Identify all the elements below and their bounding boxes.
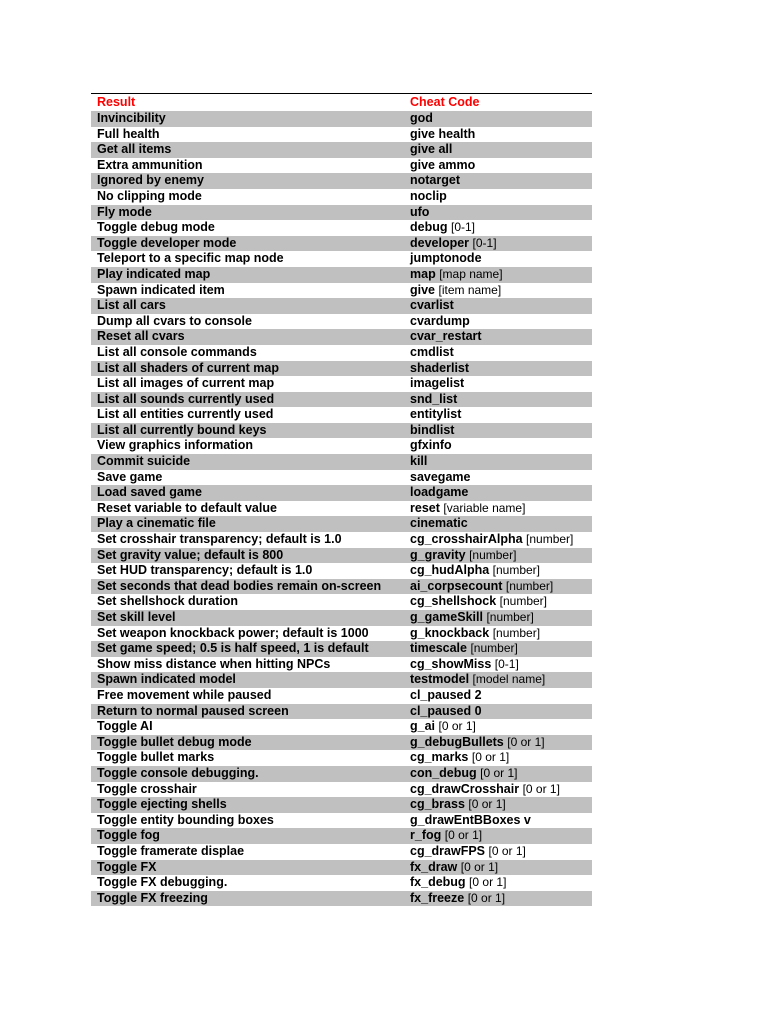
command-text: g_drawEntBBoxes v — [410, 812, 531, 827]
command-text: cg_crosshairAlpha — [410, 532, 523, 547]
command-text: kill — [410, 454, 428, 469]
cheat-code-cell — [404, 891, 592, 907]
table-row — [91, 298, 592, 314]
command-text: g_ai — [410, 719, 436, 734]
command-text: cg_drawFPS — [410, 843, 486, 858]
table-row — [91, 657, 592, 673]
argument-text: [0-1] — [472, 235, 497, 250]
cheat-code-cell — [404, 220, 592, 236]
table-row — [91, 251, 592, 267]
cheat-code-cell — [404, 361, 592, 377]
table-row — [91, 719, 592, 735]
result-cell: Set shellshock duration — [97, 594, 239, 609]
command-text: cvarlist — [410, 298, 454, 313]
cheat-code-cell — [404, 688, 592, 704]
result-cell: Dump all cvars to console — [97, 313, 252, 328]
command-text: cl_paused 0 — [410, 703, 482, 718]
result-cell: Play indicated map — [97, 266, 211, 281]
result-cell: Teleport to a specific map node — [97, 251, 284, 266]
table-body — [91, 111, 592, 906]
cheat-code-cell — [404, 704, 592, 720]
result-cell: Toggle AI — [97, 719, 153, 734]
result-cell: List all sounds currently used — [97, 391, 275, 406]
result-cell: Commit suicide — [97, 454, 191, 469]
table-row — [91, 797, 592, 813]
table-row — [91, 142, 592, 158]
cheat-code-cell — [404, 485, 592, 501]
result-cell: List all images of current map — [97, 376, 275, 391]
result-cell: Toggle debug mode — [97, 220, 215, 235]
argument-text: [number] — [469, 547, 517, 562]
cheat-code-cell — [404, 345, 592, 361]
cheat-code-cell — [404, 719, 592, 735]
cheat-code-cell — [404, 501, 592, 517]
result-cell: Toggle FX freezing — [97, 890, 208, 905]
cheat-code-cell — [404, 610, 592, 626]
cheat-code-cell — [404, 314, 592, 330]
table-row — [91, 704, 592, 720]
result-cell: Spawn indicated item — [97, 282, 225, 297]
command-text: give ammo — [410, 157, 476, 172]
cheat-code-table — [91, 93, 592, 906]
result-cell: Toggle framerate displae — [97, 843, 245, 858]
table-row — [91, 345, 592, 361]
result-cell: Play a cinematic file — [97, 516, 216, 531]
table-row — [91, 454, 592, 470]
table-row — [91, 158, 592, 174]
table-row — [91, 361, 592, 377]
cheat-code-cell — [404, 860, 592, 876]
argument-text: [map name] — [439, 266, 503, 281]
table-row — [91, 392, 592, 408]
result-cell: List all cars — [97, 298, 166, 313]
argument-text: [0 or 1] — [471, 750, 510, 765]
cheat-code-cell — [404, 267, 592, 283]
table-row — [91, 532, 592, 548]
result-cell: Full health — [97, 126, 160, 141]
table-row — [91, 735, 592, 751]
result-cell: Free movement while paused — [97, 687, 272, 702]
command-text: give — [410, 282, 436, 297]
cheat-code-cell — [404, 563, 592, 579]
result-cell: Toggle FX — [97, 859, 157, 874]
result-cell: Extra ammunition — [97, 157, 203, 172]
result-cell: Toggle developer mode — [97, 235, 237, 250]
result-cell: List all entities currently used — [97, 407, 274, 422]
table-header-row — [91, 94, 592, 112]
command-text: reset — [410, 500, 440, 515]
command-text: cvar_restart — [410, 329, 482, 344]
table-row — [91, 672, 592, 688]
table-row — [91, 470, 592, 486]
table-row — [91, 766, 592, 782]
cheat-code-cell — [404, 407, 592, 423]
table-row — [91, 579, 592, 595]
argument-text: [number] — [492, 563, 541, 578]
command-text: cl_paused 2 — [410, 687, 482, 702]
table-row — [91, 688, 592, 704]
command-text: g_knockback — [410, 625, 490, 640]
cheat-code-cell — [404, 579, 592, 595]
result-cell: Show miss distance when hitting NPCs — [97, 656, 331, 671]
result-cell: Toggle ejecting shells — [97, 797, 227, 812]
argument-text: [0-1] — [450, 220, 475, 235]
argument-text: [0 or 1] — [469, 875, 507, 890]
result-cell: Set skill level — [97, 610, 176, 624]
table-row — [91, 782, 592, 798]
cheat-code-cell — [404, 548, 592, 564]
cheat-code-cell — [404, 142, 592, 158]
command-text: god — [410, 111, 433, 125]
cheat-code-cell — [404, 205, 592, 221]
argument-text: [0 or 1] — [444, 828, 483, 843]
cheat-code-cell — [404, 641, 592, 657]
command-text: con_debug — [410, 765, 477, 780]
table-row — [91, 485, 592, 501]
result-cell: Toggle fog — [97, 828, 160, 843]
cheat-code-cell — [404, 189, 592, 205]
command-text: fx_draw — [410, 859, 458, 874]
cheat-code-cell — [404, 376, 592, 392]
result-cell: Toggle bullet debug mode — [97, 734, 252, 749]
cheat-code-cell — [404, 516, 592, 532]
argument-text: [number] — [526, 532, 574, 547]
table-row — [91, 875, 592, 891]
cheat-code-cell — [404, 672, 592, 688]
table-row — [91, 189, 592, 205]
argument-text: [0 or 1] — [460, 859, 499, 874]
result-cell: Set crosshair transparency; default is 1.0 — [97, 532, 342, 547]
table-row — [91, 750, 592, 766]
argument-text: [variable name] — [443, 500, 526, 515]
table-row — [91, 563, 592, 579]
command-text: cg_brass — [410, 797, 465, 812]
command-text: cg_shellshock — [410, 594, 497, 609]
argument-text: [number] — [470, 641, 518, 656]
command-text: cg_marks — [410, 750, 469, 765]
argument-text: [0 or 1] — [467, 890, 506, 905]
result-cell: Return to normal paused screen — [97, 703, 289, 718]
cheat-code-cell — [404, 111, 592, 127]
command-text: developer — [410, 235, 470, 250]
command-text: shaderlist — [410, 360, 470, 375]
table-row — [91, 314, 592, 330]
command-text: r_fog — [410, 828, 442, 843]
result-cell: Load saved game — [97, 485, 202, 500]
result-cell: Toggle console debugging. — [97, 765, 259, 780]
table-row — [91, 407, 592, 423]
cheat-code-cell — [404, 813, 592, 829]
table-row — [91, 376, 592, 392]
table-row — [91, 438, 592, 454]
argument-text: [0 or 1] — [488, 843, 526, 858]
table-row — [91, 173, 592, 189]
cheat-code-cell — [404, 423, 592, 439]
cheat-code-cell — [404, 782, 592, 798]
command-text: savegame — [410, 469, 471, 484]
command-text: give health — [410, 126, 476, 141]
table-row — [91, 891, 592, 907]
cheat-code-cell — [404, 875, 592, 891]
result-cell: Set HUD transparency; default is 1.0 — [97, 563, 313, 578]
table-row — [91, 220, 592, 236]
command-text: debug — [410, 220, 448, 235]
result-cell: List all shaders of current map — [97, 360, 279, 375]
result-cell: Set weapon knockback power; default is 1000 — [97, 625, 369, 640]
command-text: cinematic — [410, 516, 468, 531]
table-row — [91, 516, 592, 532]
result-cell: Fly mode — [97, 204, 152, 219]
cheat-code-cell — [404, 173, 592, 189]
table-row — [91, 594, 592, 610]
cheat-code-cell — [404, 251, 592, 267]
cheat-code-cell — [404, 626, 592, 642]
cheat-code-cell — [404, 828, 592, 844]
command-text: g_gravity — [410, 547, 466, 562]
cheat-code-cell — [404, 392, 592, 408]
result-cell: Save game — [97, 469, 163, 484]
result-cell: List all console commands — [97, 344, 257, 359]
result-cell: View graphics information — [97, 438, 254, 453]
argument-text: [number] — [492, 625, 541, 640]
argument-text: [0 or 1] — [480, 765, 518, 780]
table-row — [91, 329, 592, 345]
table-row — [91, 860, 592, 876]
argument-text: [number] — [505, 578, 554, 593]
cheat-code-cell — [404, 594, 592, 610]
result-cell: Set game speed; 0.5 is half speed, 1 is default — [97, 641, 369, 656]
command-text: fx_freeze — [410, 890, 465, 905]
command-text: jumptonode — [410, 251, 482, 266]
argument-text: [0 or 1] — [507, 734, 545, 749]
cheat-code-cell — [404, 750, 592, 766]
table-row — [91, 205, 592, 221]
result-cell: Reset all cvars — [97, 329, 185, 344]
result-column-header: Result — [97, 95, 136, 109]
argument-text: [0 or 1] — [522, 781, 560, 796]
command-text: cg_showMiss — [410, 656, 492, 671]
table-row — [91, 828, 592, 844]
cheat-code-cell — [404, 236, 592, 252]
cheat-code-cell — [404, 735, 592, 751]
cheat-code-cell — [404, 797, 592, 813]
cheat-code-cell — [404, 532, 592, 548]
command-text: gfxinfo — [410, 438, 452, 453]
table-row — [91, 111, 592, 127]
result-cell: Toggle bullet marks — [97, 750, 215, 765]
argument-text: [model name] — [472, 672, 546, 687]
result-cell: Toggle FX debugging. — [97, 875, 228, 890]
command-text: fx_debug — [410, 875, 466, 890]
result-cell: Invincibility — [97, 111, 166, 125]
argument-text: [0 or 1] — [438, 719, 476, 734]
result-cell: Toggle entity bounding boxes — [97, 812, 274, 827]
command-text: give all — [410, 142, 453, 157]
table-row — [91, 641, 592, 657]
cheat-code-column-header: Cheat Code — [410, 95, 480, 109]
result-cell: Spawn indicated model — [97, 672, 236, 687]
result-cell: Set seconds that dead bodies remain on-screen — [97, 578, 382, 593]
command-text: map — [410, 266, 436, 281]
command-text: testmodel — [410, 672, 470, 687]
result-cell: No clipping mode — [97, 188, 202, 203]
command-text: imagelist — [410, 376, 465, 391]
cheat-code-cell — [404, 283, 592, 299]
result-cell: Set gravity value; default is 800 — [97, 547, 284, 562]
cheat-code-cell — [404, 329, 592, 345]
argument-text: [number] — [499, 594, 547, 609]
cheat-code-cell — [404, 127, 592, 143]
result-cell: Get all items — [97, 142, 172, 157]
command-text: timescale — [410, 641, 467, 656]
result-cell: Toggle crosshair — [97, 781, 197, 796]
command-text: ai_corpsecount — [410, 578, 503, 593]
argument-text: [item name] — [438, 282, 502, 297]
command-text: notarget — [410, 173, 460, 188]
table-row — [91, 548, 592, 564]
command-text: g_debugBullets — [410, 734, 504, 749]
cheat-code-cell — [404, 470, 592, 486]
command-text: ufo — [410, 204, 430, 219]
table-row — [91, 236, 592, 252]
command-text: noclip — [410, 188, 447, 203]
cheat-code-cell — [404, 298, 592, 314]
table-row — [91, 626, 592, 642]
command-text: g_gameSkill — [410, 610, 483, 624]
command-text: cmdlist — [410, 344, 454, 359]
table-row — [91, 267, 592, 283]
cheat-code-cell — [404, 454, 592, 470]
argument-text: [0 or 1] — [468, 797, 506, 812]
cheat-code-cell — [404, 657, 592, 673]
table-row — [91, 127, 592, 143]
cheat-code-cell — [404, 158, 592, 174]
table-row — [91, 283, 592, 299]
command-text: cg_hudAlpha — [410, 563, 490, 578]
cheat-code-cell — [404, 766, 592, 782]
table-row — [91, 844, 592, 860]
command-text: bindlist — [410, 422, 455, 437]
cheat-code-cell — [404, 438, 592, 454]
result-cell: List all currently bound keys — [97, 422, 267, 437]
table-row — [91, 501, 592, 517]
table-row — [91, 610, 592, 626]
table-row — [91, 423, 592, 439]
result-cell: Ignored by enemy — [97, 173, 204, 188]
table-row — [91, 813, 592, 829]
command-text: cg_drawCrosshair — [410, 781, 520, 796]
command-text: cvardump — [410, 313, 470, 328]
cheat-code-cell — [404, 844, 592, 860]
argument-text: [0-1] — [494, 656, 519, 671]
command-text: entitylist — [410, 407, 462, 422]
argument-text: [number] — [486, 610, 534, 624]
command-text: snd_list — [410, 391, 458, 406]
command-text: loadgame — [410, 485, 469, 500]
result-cell: Reset variable to default value — [97, 500, 277, 515]
